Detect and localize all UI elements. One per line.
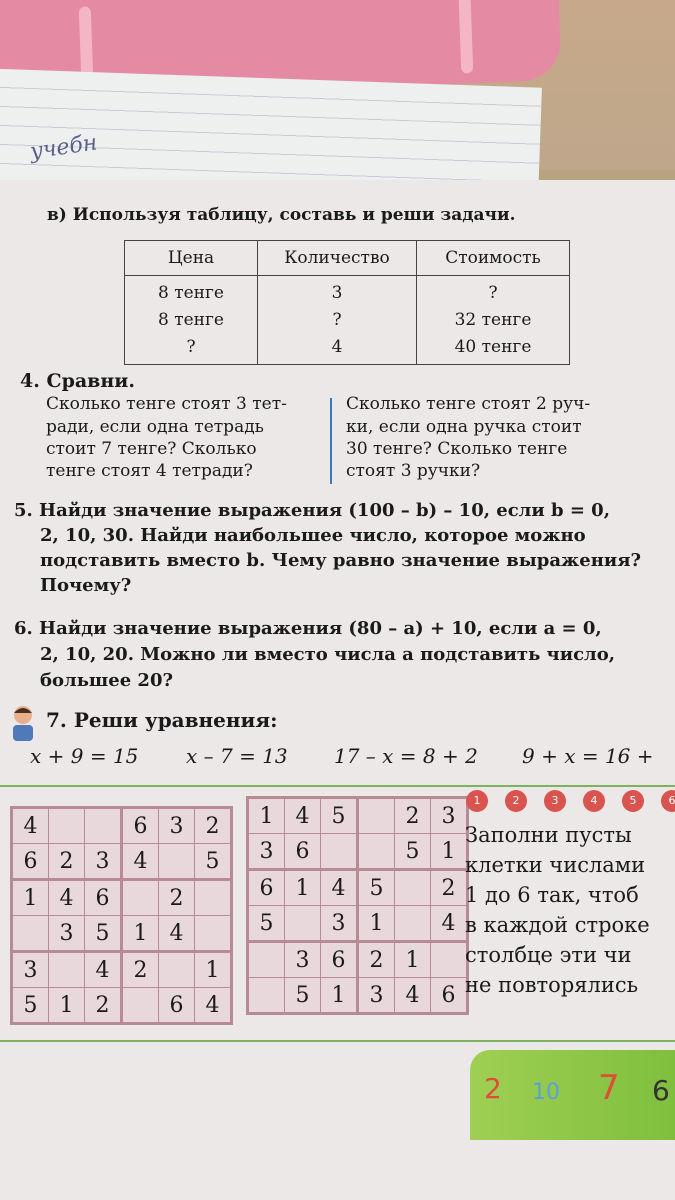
- grid-cell: 2: [358, 942, 395, 978]
- grid-cell: 1: [431, 834, 468, 870]
- grid-cell: [395, 870, 431, 906]
- grid-cell: 5: [12, 988, 49, 1024]
- grid-cell: 5: [395, 834, 431, 870]
- grid-cell: 1: [395, 942, 431, 978]
- grid-cell: 6: [321, 942, 358, 978]
- grid-cell: 1: [358, 906, 395, 942]
- grid-cell: [358, 798, 395, 834]
- header-quantity: Количество: [258, 241, 417, 276]
- quantity-column: 3 ? 4: [258, 276, 417, 365]
- grid-cell: [159, 952, 195, 988]
- grid-row: [12, 988, 232, 1024]
- grid-cell: 2: [395, 798, 431, 834]
- grid-cell: 4: [431, 906, 468, 942]
- equation-1: x + 9 = 15: [30, 744, 139, 768]
- decorative-strip: 2 10 7 6: [470, 1050, 675, 1140]
- grid-cell: 1: [122, 916, 159, 952]
- grid-cell: 6: [159, 988, 195, 1024]
- grid-cell: 4: [195, 988, 232, 1024]
- grid-cell: 4: [122, 844, 159, 880]
- grid-cell: 6: [285, 834, 321, 870]
- grid-cell: 1: [248, 798, 285, 834]
- grid-cell: 4: [395, 978, 431, 1014]
- grid-cell: [85, 808, 122, 844]
- grid-cell: 1: [321, 978, 358, 1014]
- grid-cell: 5: [321, 798, 358, 834]
- grid-cell: 5: [358, 870, 395, 906]
- task7-title: 7. Реши уравнения:: [46, 708, 278, 732]
- header-cost: Стоимость: [417, 241, 570, 276]
- grid-row: [248, 906, 468, 942]
- grid-cell: 3: [248, 834, 285, 870]
- grid-cell: 2: [49, 844, 85, 880]
- grid-cell: [431, 942, 468, 978]
- grid-cell: 3: [12, 952, 49, 988]
- grid-cell: [195, 880, 232, 916]
- grid-cell: 3: [85, 844, 122, 880]
- grid-cell: 2: [195, 808, 232, 844]
- grid-row: [248, 834, 468, 870]
- grid-row: [248, 870, 468, 906]
- section-divider: [0, 785, 675, 787]
- grid-row: [248, 942, 468, 978]
- grid-row: [12, 844, 232, 880]
- grid-cell: [122, 880, 159, 916]
- grid-cell: 3: [285, 942, 321, 978]
- grid-cell: 4: [49, 880, 85, 916]
- grid-cell: [159, 844, 195, 880]
- grid-cell: 2: [431, 870, 468, 906]
- step-circle: 1: [466, 790, 488, 812]
- grid-cell: 4: [285, 798, 321, 834]
- grid-cell: 2: [122, 952, 159, 988]
- grid-cell: 6: [248, 870, 285, 906]
- grid-cell: 3: [159, 808, 195, 844]
- section-divider: [0, 1040, 675, 1042]
- grid-cell: [122, 988, 159, 1024]
- grid-cell: 6: [431, 978, 468, 1014]
- grid-cell: 3: [49, 916, 85, 952]
- step-circle: 3: [544, 790, 566, 812]
- grid-row: [12, 808, 232, 844]
- grid-cell: [195, 916, 232, 952]
- task-v-text: в) Используя таблицу, составь и реши задачи.: [47, 205, 516, 225]
- grid-cell: [358, 834, 395, 870]
- grid-cell: [248, 978, 285, 1014]
- student-icon: [6, 703, 40, 743]
- grid-cell: [248, 942, 285, 978]
- grid-cell: 1: [195, 952, 232, 988]
- grid-row: [248, 978, 468, 1014]
- grid-cell: 4: [159, 916, 195, 952]
- column-divider: [330, 398, 332, 484]
- grid-cell: 5: [248, 906, 285, 942]
- step-circle: 4: [583, 790, 605, 812]
- sudoku-grid-2: [246, 796, 469, 1015]
- equation-2: x – 7 = 13: [186, 744, 288, 768]
- grid-cell: 2: [159, 880, 195, 916]
- handwritten-note: учебн: [28, 130, 99, 165]
- grid-cell: 6: [122, 808, 159, 844]
- grid-cell: 5: [285, 978, 321, 1014]
- grid-cell: 3: [321, 906, 358, 942]
- cost-column: ? 32 тенге 40 тенге: [417, 276, 570, 365]
- grid-cell: 4: [85, 952, 122, 988]
- grid-cell: [49, 808, 85, 844]
- grid-cell: 4: [12, 808, 49, 844]
- price-table: [124, 240, 570, 365]
- step-circle: 6: [661, 790, 675, 812]
- grid-cell: 1: [285, 870, 321, 906]
- grid-cell: 2: [85, 988, 122, 1024]
- grid-cell: [321, 834, 358, 870]
- grid-cell: [395, 906, 431, 942]
- equation-4: 9 + x = 16 +: [522, 744, 654, 768]
- grid-row: [12, 952, 232, 988]
- grid-cell: 1: [12, 880, 49, 916]
- grid-row: [248, 798, 468, 834]
- grid-cell: 6: [12, 844, 49, 880]
- step-circle: 5: [622, 790, 644, 812]
- grid-cell: 3: [431, 798, 468, 834]
- grid-cell: 4: [321, 870, 358, 906]
- price-column: 8 тенге 8 тенге ?: [125, 276, 258, 365]
- grid-cell: 5: [85, 916, 122, 952]
- grid-cell: [285, 906, 321, 942]
- grid-cell: [12, 916, 49, 952]
- step-circle: 2: [505, 790, 527, 812]
- sudoku-grid-1: [10, 806, 233, 1025]
- grid-row: [12, 916, 232, 952]
- grid-cell: 6: [85, 880, 122, 916]
- task4-title: 4. Сравни.: [20, 370, 135, 392]
- grid-cell: [49, 952, 85, 988]
- grid-cell: 1: [49, 988, 85, 1024]
- grid-row: [12, 880, 232, 916]
- pen-icon: [458, 0, 473, 74]
- grid-cell: 5: [195, 844, 232, 880]
- header-price: Цена: [125, 241, 258, 276]
- grid-cell: 3: [358, 978, 395, 1014]
- equation-3: 17 – x = 8 + 2: [334, 744, 478, 768]
